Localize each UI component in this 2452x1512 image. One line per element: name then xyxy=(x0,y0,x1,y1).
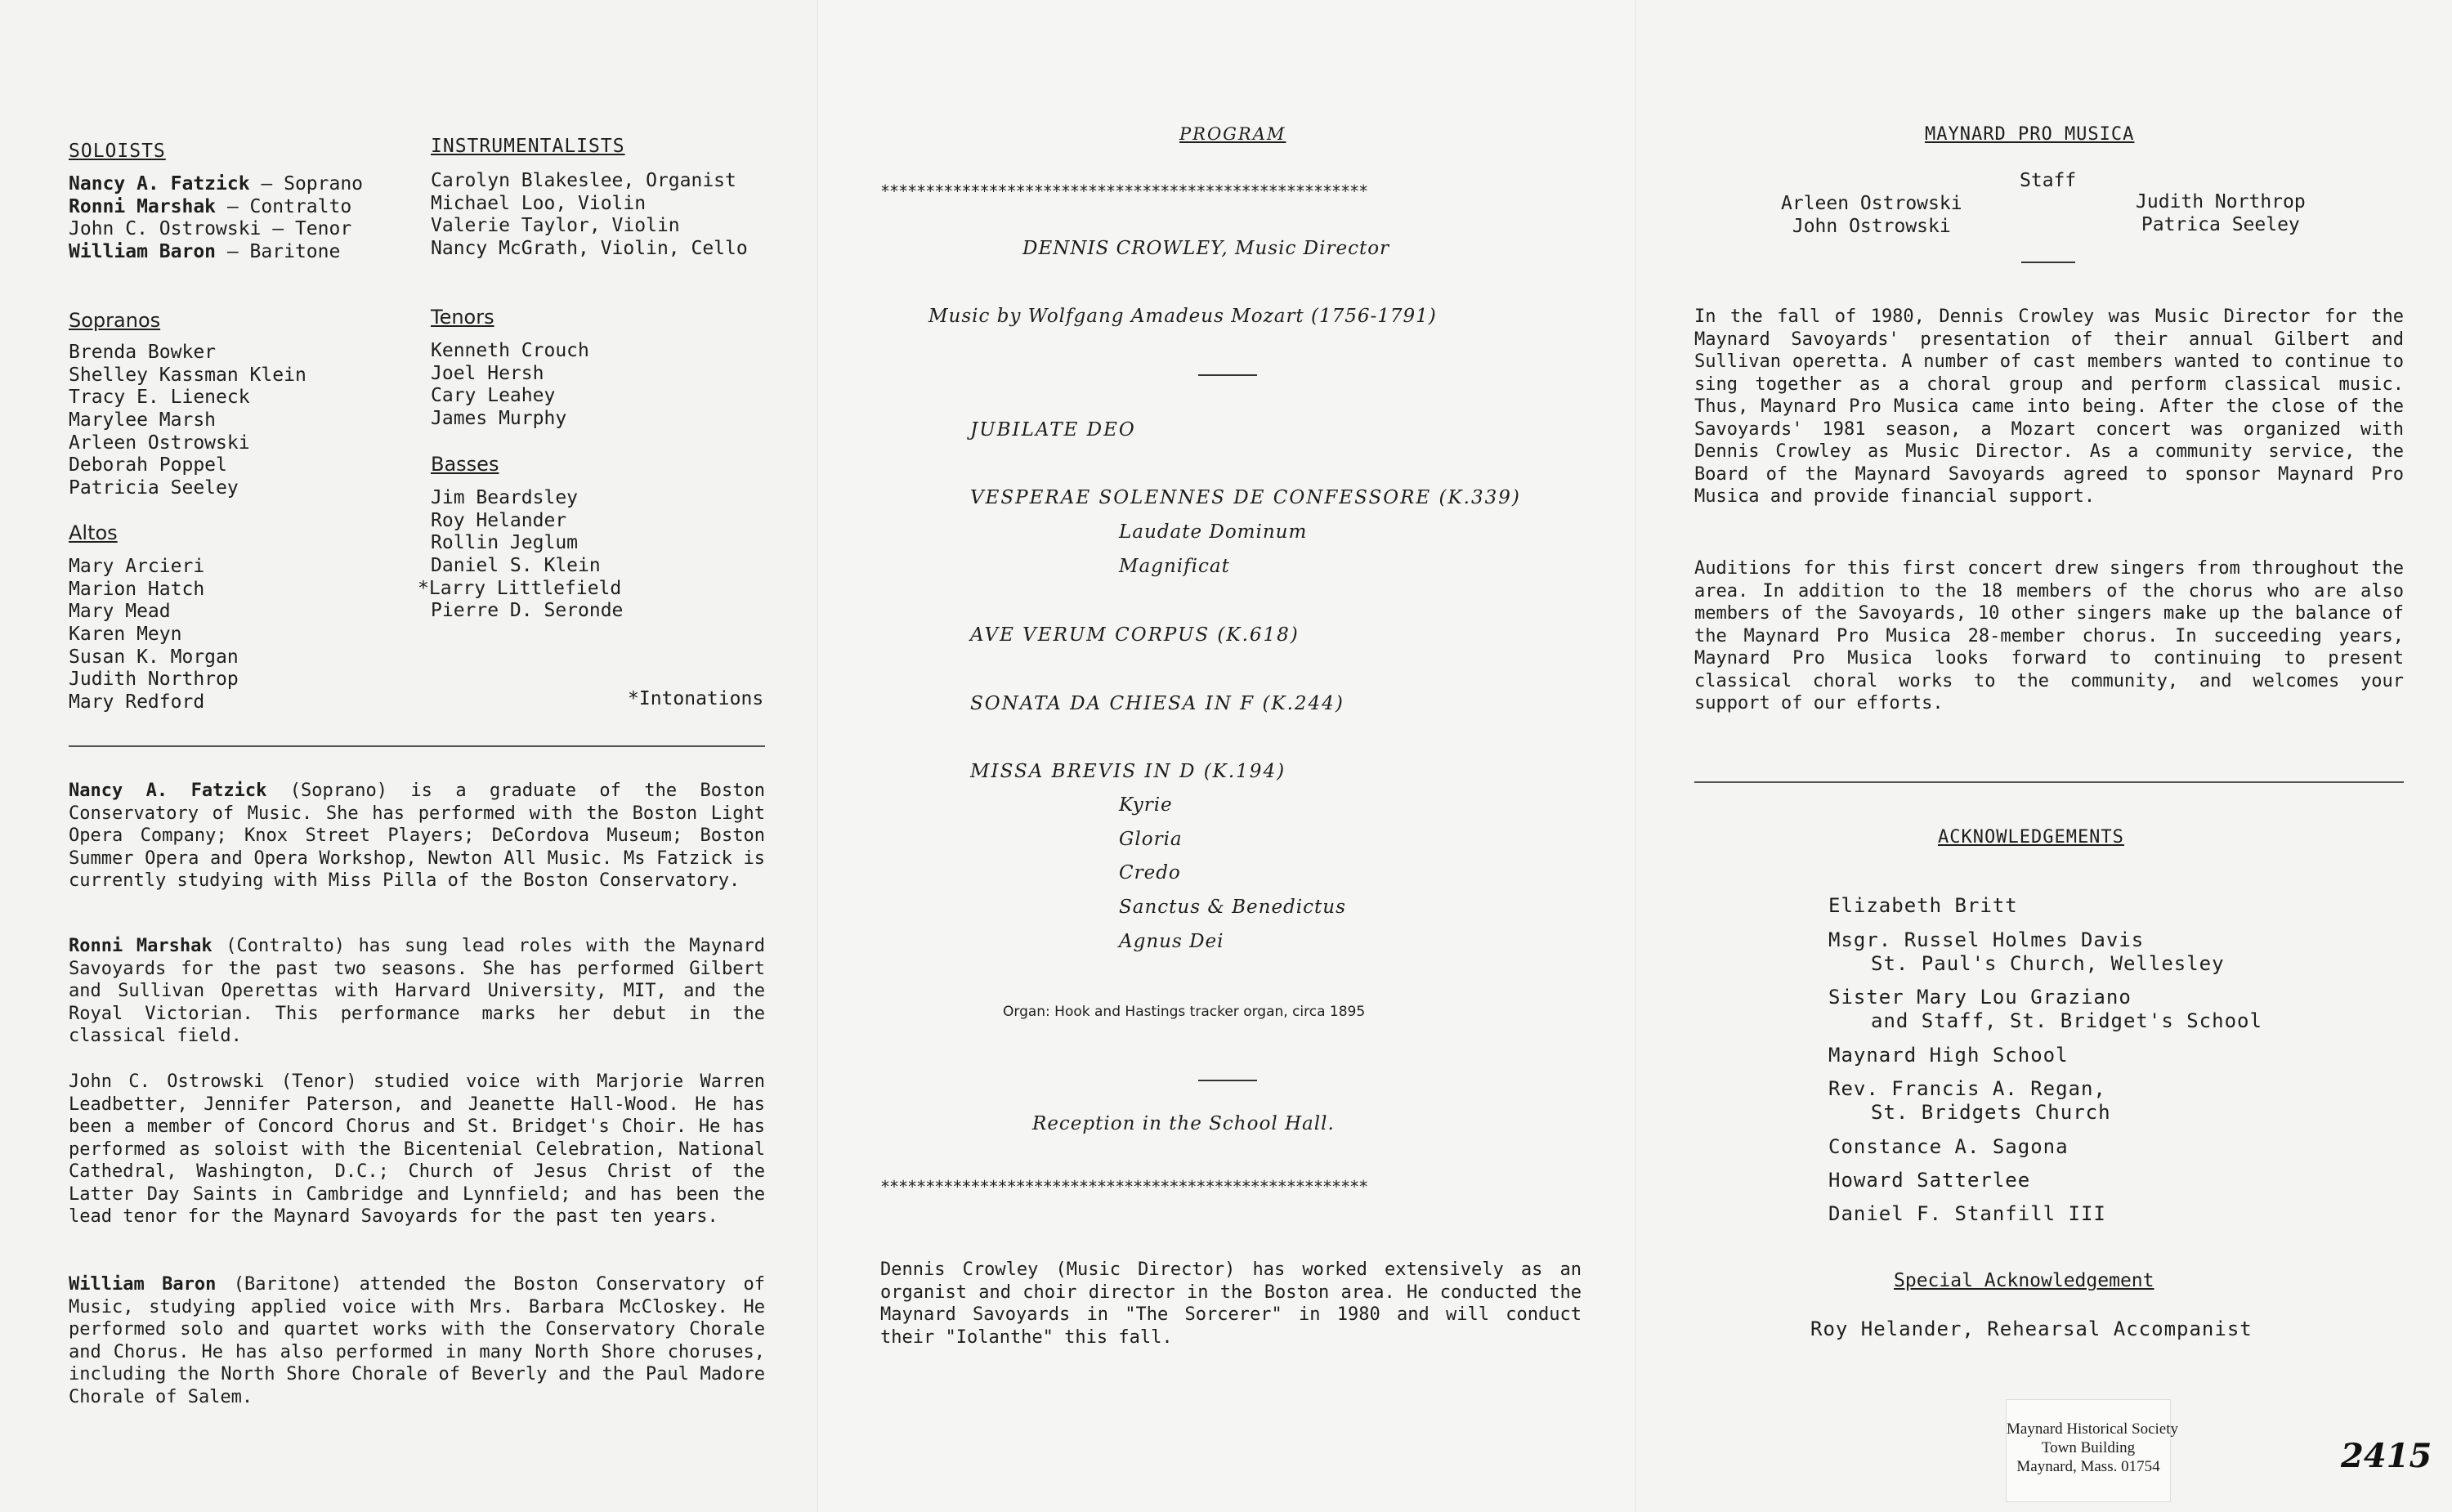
left-panel xyxy=(0,0,817,1512)
list-item: William Baron – Baritone xyxy=(69,241,341,263)
auditions-paragraph: Auditions for this first concert drew singers from throughout the area. In addition to the 18 members of the chorus who are also members of the Savoyards, 10 other singers make up the balance of the Maynard Pro Musica 28-member chorus. In succeeding years, Maynard Pro Musica looks forward to continuing to present classical choral works to the community, and welcomes your support of our efforts. xyxy=(1694,558,2404,714)
instrumentalists-heading: INSTRUMENTALISTS xyxy=(431,136,625,157)
catalog-number: 2415 xyxy=(2341,1437,2432,1475)
program-subitem: Magnificat xyxy=(1119,556,1230,577)
org-heading: MAYNARD PRO MUSICA xyxy=(1925,124,2135,145)
instrumentalists-list xyxy=(431,170,748,261)
list-item: Arleen Ostrowski xyxy=(1781,193,1962,214)
altos-list xyxy=(69,556,239,714)
list-item: Nancy A. Fatzick – Soprano xyxy=(69,173,364,195)
list-item: Brenda Bowker xyxy=(69,342,217,363)
basses-list xyxy=(418,487,624,623)
staff-label: Staff xyxy=(2020,170,2077,191)
basses-heading: Basses xyxy=(431,453,499,476)
soloists-heading: SOLOISTS xyxy=(69,141,166,162)
list-item: Mary Mead xyxy=(69,601,171,623)
program-subitem: Gloria xyxy=(1119,829,1183,850)
program-subitem: Credo xyxy=(1119,862,1181,883)
sopranos-heading: Sopranos xyxy=(69,309,161,332)
sopranos-list xyxy=(69,342,306,500)
stamp-line: Maynard Historical Society xyxy=(2007,1420,2179,1438)
ack-item: Msgr. Russel Holmes Davis St. Paul's Church, Wellesley xyxy=(1828,928,2225,975)
soloists-list xyxy=(69,173,363,264)
list-item: Marylee Marsh xyxy=(69,409,217,432)
list-item: Judith Northrop xyxy=(69,669,239,691)
ack-item: Rev. Francis A. Regan, St. Bridgets Church xyxy=(1828,1077,2111,1124)
ack-item: Maynard High School xyxy=(1828,1044,2069,1067)
program-item-missa: MISSA BREVIS IN D (K.194) xyxy=(970,761,1286,782)
list-item: Pierre D. Seronde xyxy=(431,600,624,622)
acknowledgements-heading: ACKNOWLEDGEMENTS xyxy=(1938,827,2124,848)
list-item: Joel Hersh xyxy=(431,362,544,384)
ack-item: Constance A. Sagona xyxy=(1828,1135,2069,1158)
list-item: Susan K. Morgan xyxy=(69,646,239,668)
director-line: DENNIS CROWLEY, Music Director xyxy=(1022,238,1390,259)
section-divider xyxy=(1694,781,2404,783)
reception-note: Reception in the School Hall. xyxy=(1032,1113,1335,1134)
list-item: Mary Arcieri xyxy=(69,556,205,577)
list-item: Cary Leahey xyxy=(431,385,556,407)
special-ack-heading: Special Acknowledgement xyxy=(1894,1270,2154,1291)
list-item: Karen Meyn xyxy=(69,624,182,646)
stars-divider-bottom: ****************************************************** xyxy=(880,1177,1368,1197)
program-subitem: Laudate Dominum xyxy=(1119,521,1308,543)
list-item: Patrica Seeley xyxy=(2141,213,2300,235)
list-item: Judith Northrop xyxy=(2136,191,2306,212)
bio-ostrowski: John C. Ostrowski (Tenor) studied voice with Marjorie Warren Leadbetter, Jennifer Paterson, and Jeanette Hall-Wood. He has been a member of Concord Chorus and St. Bridget's Choir. He has performed as soloist with the Bicentenial Celebration, National Cathedral, Washington, D.C.; Church of Jesus Christ of the Latter Day Saints in Cambridge and Lynnfield; and has been the lead tenor for the Maynard Savoyards for the past ten years. xyxy=(69,1071,765,1227)
program-subitem: Kyrie xyxy=(1119,794,1173,816)
ack-item: Daniel F. Stanfill III xyxy=(1828,1202,2106,1225)
list-item: John C. Ostrowski – Tenor xyxy=(69,218,352,240)
list-item: Valerie Taylor, Violin xyxy=(431,215,680,237)
program-panel xyxy=(817,0,1635,1512)
bio-crowley: Dennis Crowley (Music Director) has worked extensively as an organist and choir director in the Boston area. He conducted the Maynard Savoyards in "The Sorcerer" in 1980 and will conduct their "Iolanthe" this fall. xyxy=(880,1259,1582,1348)
staff-left xyxy=(1781,193,1962,238)
archive-stamp-label xyxy=(2006,1399,2179,1502)
program-item-jubilate: JUBILATE DEO xyxy=(970,419,1136,441)
stars-divider-top: ****************************************************** xyxy=(880,181,1368,201)
stamp-line: Maynard, Mass. 01754 xyxy=(2016,1458,2160,1475)
stamp-line: Town Building xyxy=(2041,1439,2136,1456)
list-item: James Murphy xyxy=(431,408,567,430)
list-item: Tracy E. Lieneck xyxy=(69,387,250,409)
dash-divider xyxy=(1198,374,1257,376)
list-item: Rollin Jeglum xyxy=(431,532,579,554)
history-paragraph: In the fall of 1980, Dennis Crowley was Music Director for the Maynard Savoyards' presentation of their annual Gilbert and Sullivan operetta. A number of cast members wanted to continue to sing together as a choral group and perform classical music. Thus, Maynard Pro Musica came into being. After the close of the Savoyards' 1981 season, a Mozart concert was organized with Dennis Crowley as Music Director. As a community service, the Board of the Maynard Savoyards agreed to sponsor Maynard Pro Musica and provide financial support. xyxy=(1694,306,2404,507)
ack-item: Sister Mary Lou Graziano and Staff, St. Bridget's School xyxy=(1828,986,2262,1032)
list-item: Shelley Kassman Klein xyxy=(69,364,306,386)
tenors-heading: Tenors xyxy=(431,306,494,329)
tenors-list xyxy=(431,340,589,431)
list-item: Daniel S. Klein xyxy=(431,555,601,577)
program-subitem: Agnus Dei xyxy=(1119,931,1224,952)
program-item-ave: AVE VERUM CORPUS (K.618) xyxy=(970,624,1300,646)
special-ack-text: Roy Helander, Rehearsal Accompanist xyxy=(1810,1317,2253,1340)
list-item: *Larry Littlefield xyxy=(418,577,622,599)
right-panel xyxy=(1635,0,2452,1512)
intonations-note: *Intonations xyxy=(628,688,764,709)
program-item-sonata: SONATA DA CHIESA IN F (K.244) xyxy=(970,693,1345,714)
list-item: John Ostrowski xyxy=(1792,215,1951,237)
list-item: Nancy McGrath, Violin, Cello xyxy=(431,238,748,260)
list-item: Patricia Seeley xyxy=(69,477,239,499)
altos-heading: Altos xyxy=(69,521,118,544)
list-item: Michael Loo, Violin xyxy=(431,192,647,214)
bio-fatzick: Nancy A. Fatzick (Soprano) is a graduate of the Boston Conservatory of Music. She has performed with the Boston Light Opera Company; Knox Street Players; DeCordova Museum; Boston Summer Opera and Opera Workshop, Newton All Music. Ms Fatzick is currently studying with Miss Pilla of the Boston Conservatory. xyxy=(69,781,765,891)
list-item: Mary Redford xyxy=(69,691,205,714)
organ-note: Organ: Hook and Hastings tracker organ, circa 1895 xyxy=(1003,1004,1366,1020)
music-by-line: Music by Wolfgang Amadeus Mozart (1756-1791) xyxy=(928,306,1437,327)
list-item: Deborah Poppel xyxy=(69,454,227,476)
list-item: Arleen Ostrowski xyxy=(69,432,250,454)
staff-right xyxy=(2136,191,2306,236)
list-item: Marion Hatch xyxy=(69,578,205,600)
list-item: Jim Beardsley xyxy=(431,487,579,508)
program-subitem: Sanctus & Benedictus xyxy=(1119,897,1346,918)
program-item-vesperae: VESPERAE SOLENNES DE CONFESSORE (K.339) xyxy=(970,487,1521,508)
bio-marshak: Ronni Marshak (Contralto) has sung lead roles with the Maynard Savoyards for the past two seasons. She has performed Gilbert and Sullivan Operettas with Harvard University, MIT, and the Royal Victorian. This performance marks her debut in the classical field. xyxy=(69,936,765,1046)
list-item: Roy Helander xyxy=(431,509,567,531)
dash-divider xyxy=(2021,262,2075,263)
ack-item: Elizabeth Britt xyxy=(1828,894,2018,917)
bio-baron: William Baron (Baritone) attended the Boston Conservatory of Music, studying applied voice with Mrs. Barbara McCloskey. He performed solo and quartet works with the Conservatory Chorale and Chorus. He has also performed in many North Shore choruses, including the North Shore Chorale of Beverly and the Paul Madore Chorale of Salem. xyxy=(69,1274,765,1407)
section-divider xyxy=(69,745,765,747)
list-item: Kenneth Crouch xyxy=(431,340,589,361)
ack-item: Howard Satterlee xyxy=(1828,1169,2031,1192)
program-heading: PROGRAM xyxy=(1179,124,1286,144)
list-item: Carolyn Blakeslee, Organist xyxy=(431,170,736,191)
dash-divider xyxy=(1198,1080,1257,1081)
list-item: Ronni Marshak – Contralto xyxy=(69,195,352,217)
